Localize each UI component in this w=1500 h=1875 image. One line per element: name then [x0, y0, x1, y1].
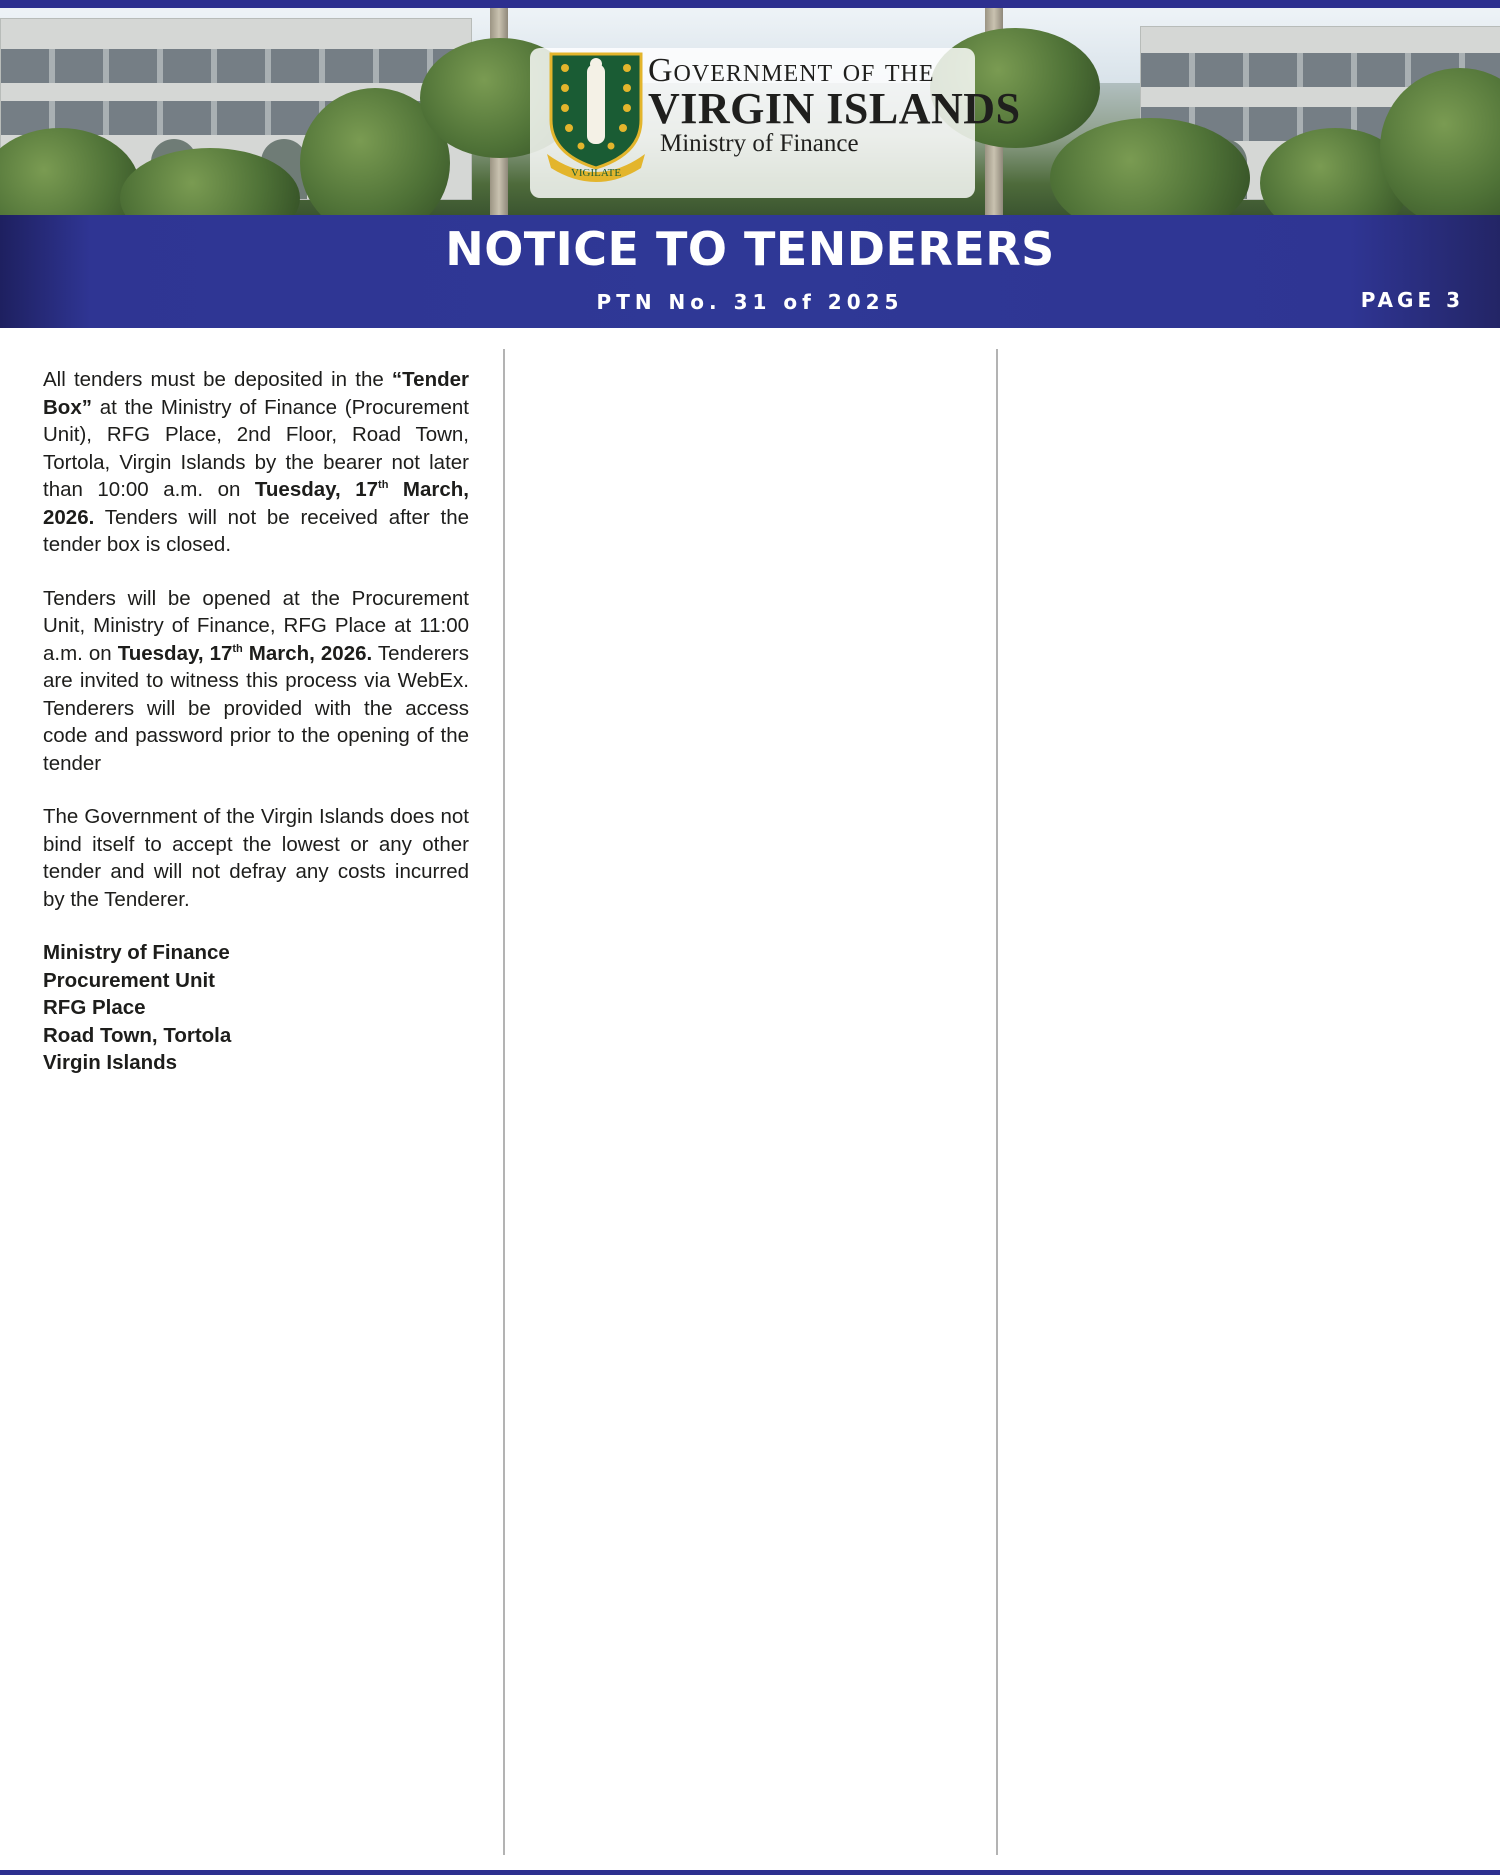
- text-run: Tenderers are invited to witness this process via WebEx. Tenderers will be provided with the access code and password prior to the opening of the tender: [43, 641, 469, 775]
- ministry-address: [43, 939, 469, 1077]
- text-run: All tenders must be deposited in the: [43, 368, 392, 391]
- ordinal-suffix: th: [378, 479, 389, 491]
- crest-motto: VIGILATE: [570, 167, 622, 179]
- address-line: Procurement Unit: [43, 968, 215, 992]
- top-rule: [0, 0, 1500, 8]
- text-run: Tenders will be opened at the Procurement Unit, Ministry of Finance, RFG Place at 11:00 a.m. on: [43, 586, 469, 665]
- column-divider: [996, 349, 998, 1855]
- deposit-paragraph: [43, 366, 469, 559]
- ministry-name: Ministry of Finance: [660, 130, 859, 157]
- date-day: Tuesday, 17: [254, 478, 379, 501]
- disclaimer-paragraph: The Government of the Virgin Islands does not bind itself to accept the lowest or any other tender and will not defray any costs incurred by the Tenderer.: [43, 805, 469, 911]
- page-number: PAGE 3: [1360, 288, 1464, 312]
- text-run: at the Ministry of Finance (Procurement Unit), RFG Place, 2nd Floor, Road Town, Tortola, Virgin Islands by the bearer not later than 10:00 a.m. on: [43, 395, 469, 501]
- ptn-number: PTN No. 31 of 2025: [596, 290, 904, 314]
- coat-of-arms-crest: [545, 50, 647, 184]
- address-line: Ministry of Finance: [43, 941, 230, 964]
- column-divider: [503, 349, 505, 1855]
- ordinal-suffix: th: [232, 642, 243, 655]
- address-line: RFG Place: [43, 996, 146, 1019]
- date-day: Tuesday, 17: [117, 641, 233, 665]
- address-line: Virgin Islands: [43, 1051, 178, 1074]
- government-name-line2: VIRGIN ISLANDS: [648, 84, 1021, 133]
- date-month-year: March, 2026.: [43, 478, 469, 529]
- text-run: Tenders will not be received after the tender box is closed.: [43, 505, 469, 556]
- notice-title: NOTICE TO TENDERERS: [445, 222, 1055, 276]
- government-name-line1: Government of the: [648, 52, 935, 89]
- bottom-rule: [0, 1870, 1500, 1875]
- date-month-year: March, 2026.: [242, 641, 373, 665]
- address-line: Road Town, Tortola: [43, 1023, 232, 1047]
- notice-body-column: [43, 366, 469, 1077]
- building-window-band: [1, 49, 471, 83]
- tender-box-emphasis: “Tender Box”: [43, 368, 469, 419]
- opening-date: [118, 642, 372, 665]
- opening-paragraph: [43, 585, 469, 778]
